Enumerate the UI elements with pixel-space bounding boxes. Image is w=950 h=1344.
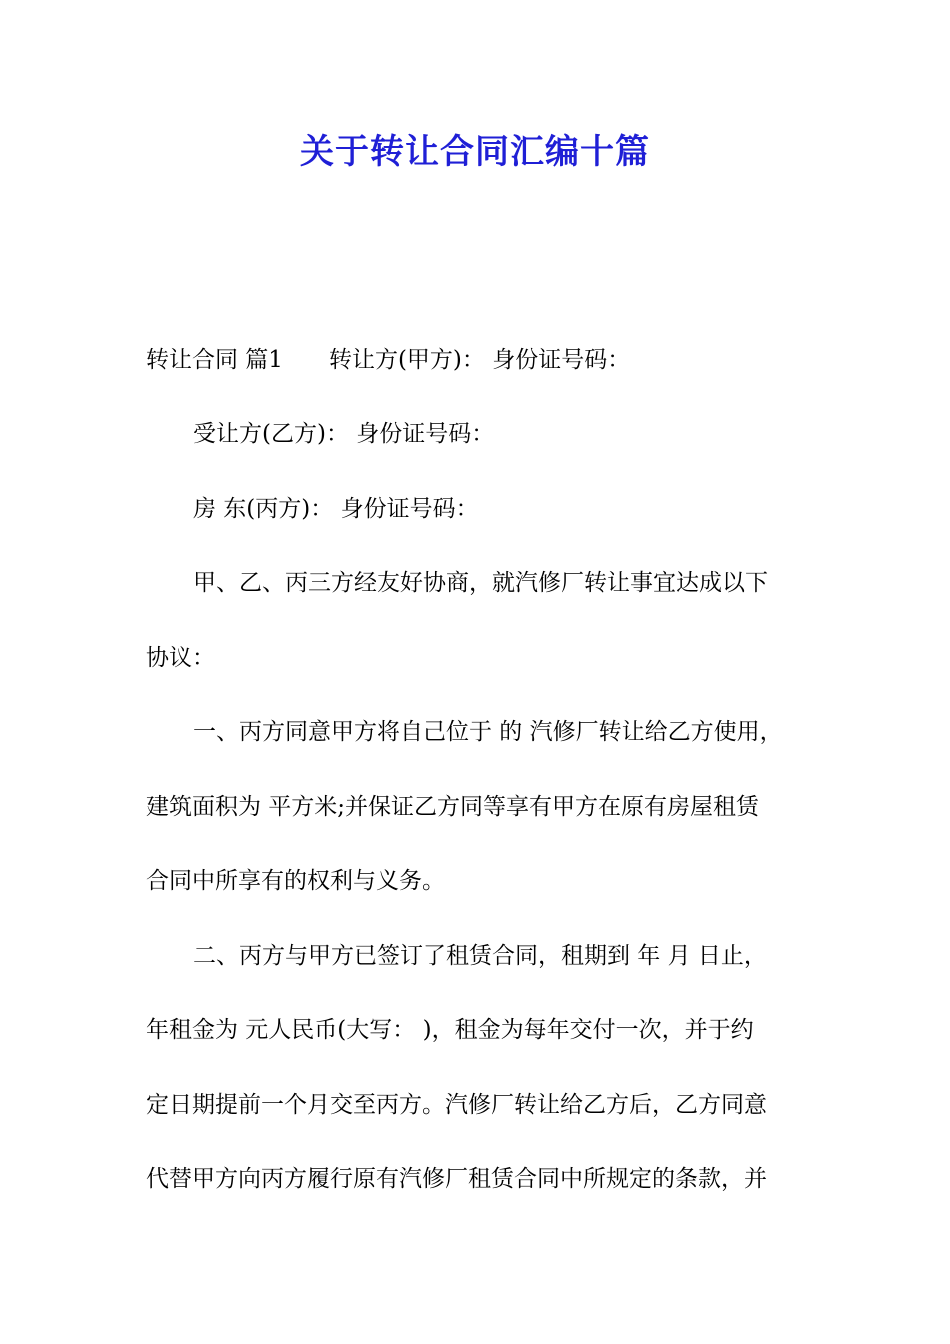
clause-2-line-2: 年租金为 元人民币(大写： )，租金为每年交付一次，并于约 <box>146 1017 754 1043</box>
clause-2-line-1: 二、丙方与甲方已签订了租赁合同，租期到 年 月 日止， <box>193 943 767 969</box>
clause-1-line-3: 合同中所享有的权利与义务。 <box>146 868 445 894</box>
clause-1-line-1: 一、丙方同意甲方将自己位于 的 汽修厂转让给乙方使用， <box>193 719 783 745</box>
paragraph-intro-line-2: 协议： <box>146 645 215 671</box>
paragraph-intro-line-1: 甲、乙、丙三方经友好协商，就汽修厂转让事宜达成以下 <box>193 570 768 596</box>
line-party-b: 受让方(乙方)： 身份证号码： <box>193 421 495 447</box>
line-party-c: 房 东(丙方)： 身份证号码： <box>193 496 479 522</box>
clause-2-line-4: 代替甲方向丙方履行原有汽修厂租赁合同中所规定的条款，并 <box>146 1166 767 1192</box>
document-title: 关于转让合同汇编十篇 <box>300 132 650 172</box>
line-header: 转让合同 篇1 转让方(甲方)： 身份证号码： <box>146 347 631 373</box>
clause-1-line-2: 建筑面积为 平方米;并保证乙方同等享有甲方在原有房屋租赁 <box>146 794 760 820</box>
clause-2-line-3: 定日期提前一个月交至丙方。汽修厂转让给乙方后，乙方同意 <box>146 1092 767 1118</box>
